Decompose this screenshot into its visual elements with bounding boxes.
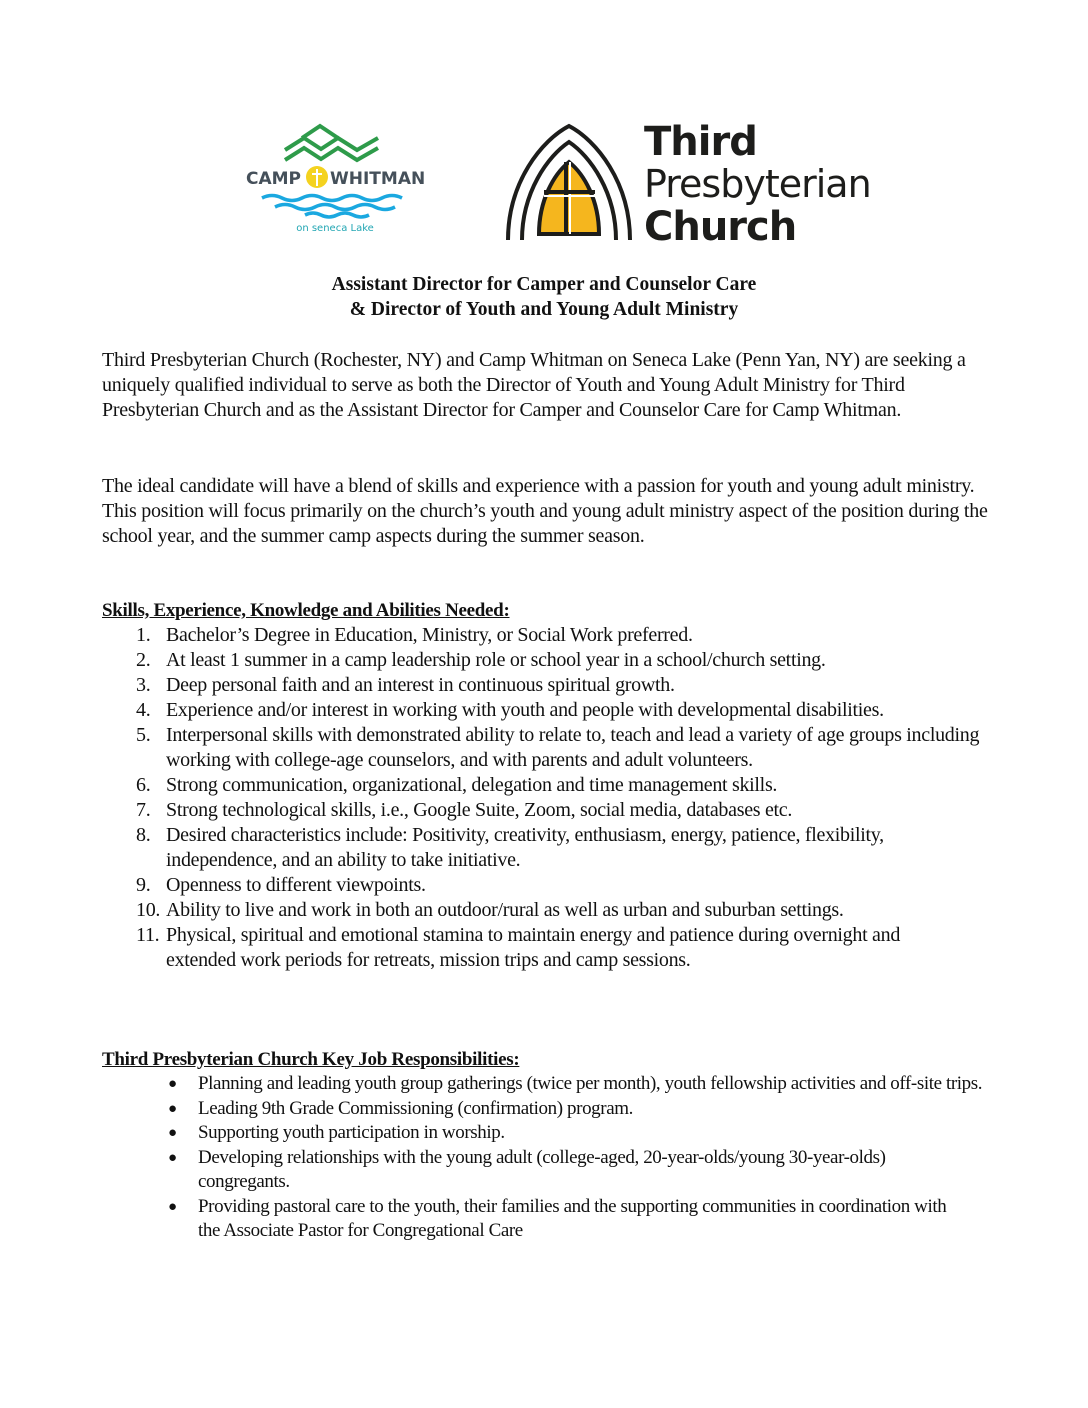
list-item: ● Leading 9th Grade Commissioning (confirmation) program. [102, 1097, 992, 1122]
svg-text:CAMP: CAMP [246, 169, 302, 189]
church-name [644, 119, 871, 250]
list-item: ● Developing relationships with the young adult (college-aged, 20-year-olds/young 30-year-olds) congregants. [168, 1146, 886, 1192]
logo-header [0, 112, 1088, 250]
title-line-2: & Director of Youth and Young Adult Ministry [349, 299, 739, 320]
list-item: 1. Bachelor’s Degree in Education, Ministry, or Social Work preferred. [136, 624, 693, 646]
responsibilities-heading: Third Presbyterian Church Key Job Responsibilities: [102, 1049, 520, 1070]
church-name-line1: Third [644, 119, 757, 165]
bullet-icon: ● [168, 1125, 177, 1141]
list-item: 6. Strong communication, organizational, delegation and time management skills. [136, 774, 778, 796]
list-item: 9. Openness to different viewpoints. [136, 874, 426, 896]
list-item: 11. Physical, spiritual and emotional stamina to maintain energy and patience during overnight and extended work periods for retreats, mission trips and camp sessions. [136, 924, 901, 971]
list-item: ● Supporting youth participation in worship. [102, 1121, 992, 1146]
list-item: ● Providing pastoral care to the youth, their families and the supporting communities in coordination with the Associate Pastor for Congregational Care [168, 1195, 947, 1241]
bullet-icon: ● [168, 1100, 177, 1117]
mountains-waves-icon [240, 116, 430, 236]
church-name-line2: Presbyterian [644, 162, 871, 206]
list-item: ● Planning and leading youth group gatherings (twice per month), youth fellowship activities and off-site trips. [102, 1072, 992, 1097]
church-name-line3: Church [644, 204, 797, 250]
church-window-icon [502, 122, 637, 242]
list-item: 5. Interpersonal skills with demonstrated ability to relate to, teach and lead a variety of age groups including working with college-age counselors, and with parents and adult volunteers. [136, 724, 980, 771]
third-presbyterian-logo [502, 119, 871, 250]
skills-heading: Skills, Experience, Knowledge and Abilities Needed: [102, 600, 510, 621]
svg-text:WHITMAN: WHITMAN [330, 169, 426, 189]
bullet-icon: ● [168, 1198, 177, 1215]
svg-text:on seneca Lake: on seneca Lake [296, 223, 374, 234]
list-item: 8. Desired characteristics include: Positivity, creativity, enthusiasm, energy, patience, flexibility, independence, and an ability to take initiative. [136, 824, 884, 871]
skills-list [102, 623, 992, 973]
bullet-icon: ● [168, 1149, 177, 1166]
list-item: 10. Ability to live and work in both an outdoor/rural as well as urban and suburban settings. [136, 899, 844, 921]
list-item: 3. Deep personal faith and an interest in continuous spiritual growth. [136, 674, 675, 696]
list-item: 2. At least 1 summer in a camp leadership role or school year in a school/church setting. [136, 649, 826, 671]
document-title [0, 272, 1088, 322]
intro-paragraph-2: The ideal candidate will have a blend of skills and experience with a passion for youth and young adult ministry. This position will focus primarily on the church’s youth and young adult ministry aspect of the position during the school year, and the summer camp aspects during the summer season. [102, 475, 988, 547]
camp-whitman-logo [240, 116, 430, 236]
responsibilities-list [102, 1072, 992, 1244]
title-line-1: Assistant Director for Camper and Counselor Care [331, 274, 757, 295]
intro-paragraph-1: Third Presbyterian Church (Rochester, NY) and Camp Whitman on Seneca Lake (Penn Yan, NY) are seeking a uniquely qualified individual to serve as both the Director of Youth and Young Adult Ministry for Third Presbyterian Church and as the Assistant Director for Camper and Counselor Care for Camp Whitman. [102, 349, 966, 421]
bullet-icon: ● [168, 1076, 177, 1092]
list-item: 4. Experience and/or interest in working with youth and people with developmental disabilities. [136, 699, 884, 721]
list-item: 7. Strong technological skills, i.e., Google Suite, Zoom, social media, databases etc. [136, 799, 793, 821]
